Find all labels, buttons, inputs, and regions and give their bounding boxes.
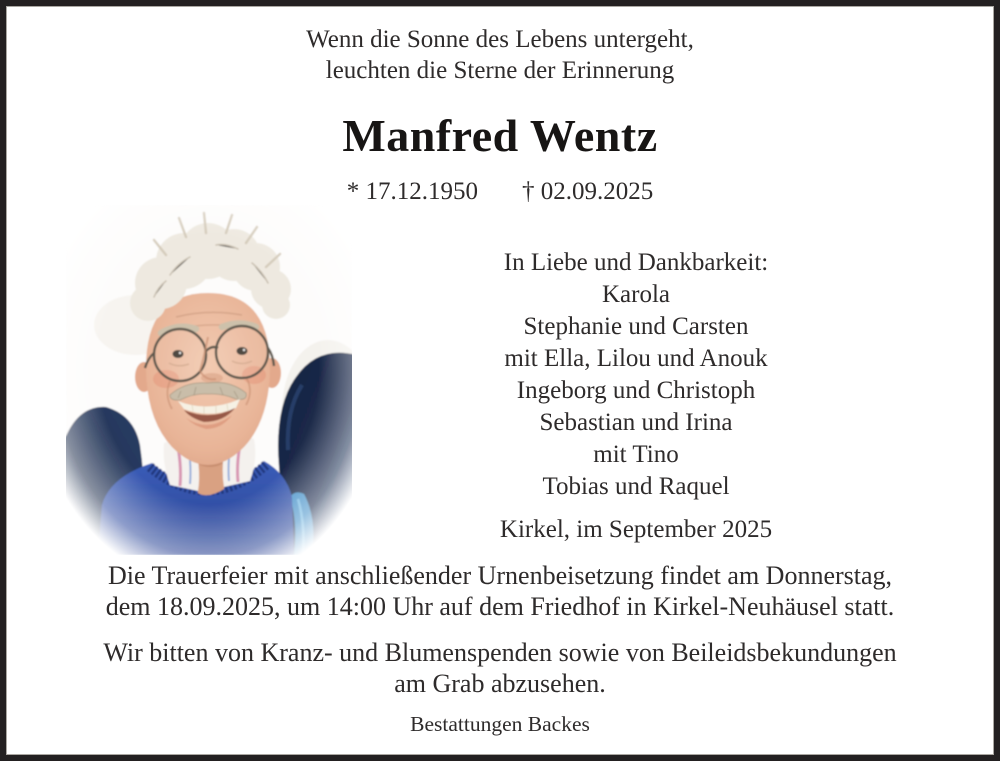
family-list [442,247,830,503]
family-line: mit Tino [593,441,679,468]
funeral-line1: Die Trauerfeier mit anschließender Urnenbeisetzung findet am Donnerstag, [107,561,893,590]
request-line2: am Grab abzusehen. [394,669,606,698]
donation-request [0,637,1000,699]
deceased-name: Manfred Wentz [342,110,658,161]
life-dates [0,177,1000,207]
birth-date: * 17.12.1950 [346,178,478,205]
family-line: Karola [601,281,671,308]
request-line1: Wir bitten von Kranz- und Blumenspenden sowie von Beileidsbekundungen [103,638,897,667]
place-and-date: Kirkel, im September 2025 [499,516,773,543]
epigraph [0,24,1000,86]
epigraph-line1: Wenn die Sonne des Lebens untergeht, [306,26,694,53]
funeral-line2: dem 18.09.2025, um 14:00 Uhr auf dem Friedhof in Kirkel-Neuhäusel statt. [105,592,895,621]
family-line: mit Ella, Lilou und Anouk [504,345,768,372]
family-line: Stephanie und Carsten [523,313,749,340]
undertaker-name: Bestattungen Backes [410,712,590,736]
portrait-photo [66,205,352,555]
family-line: Sebastian und Irina [539,409,733,436]
death-date: † 02.09.2025 [522,178,654,205]
family-intro: In Liebe und Dankbarkeit: [503,249,769,276]
funeral-info [0,560,1000,622]
family-line: Ingeborg und Christoph [516,377,756,404]
family-line: Tobias und Raquel [542,473,730,500]
epigraph-line2: leuchten die Sterne der Erinnerung [325,57,675,84]
